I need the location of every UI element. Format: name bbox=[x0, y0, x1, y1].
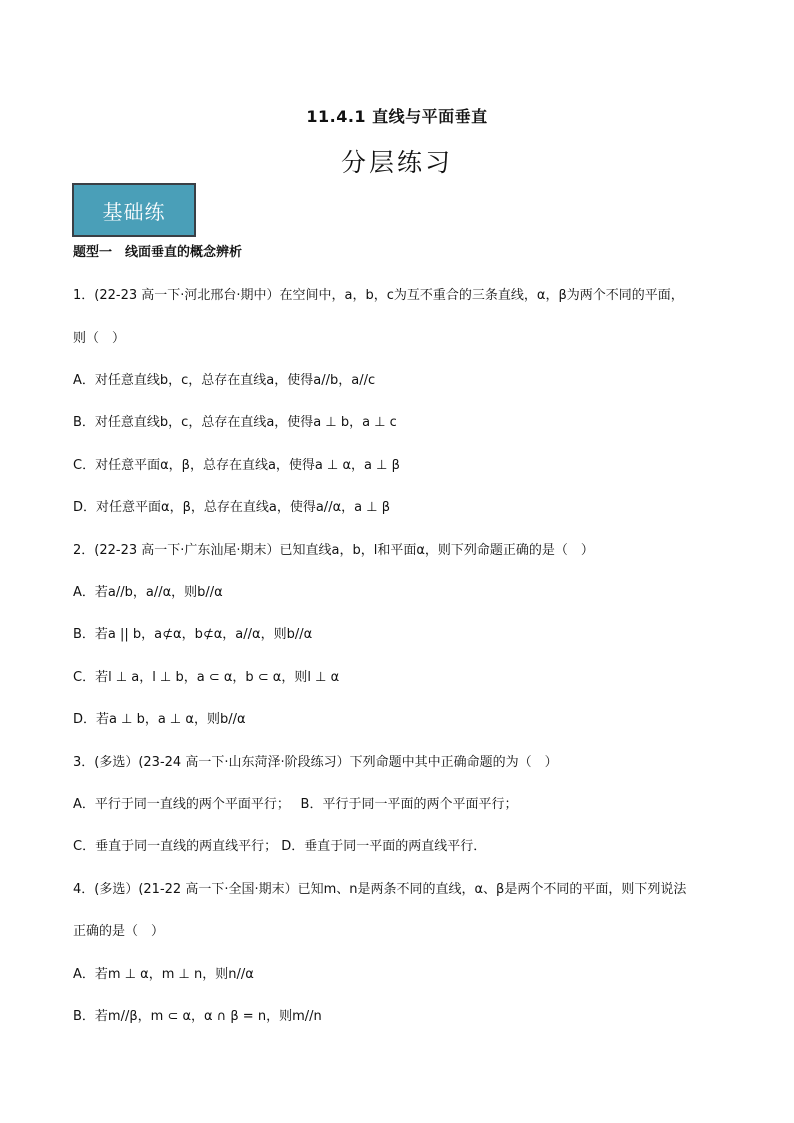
question-1-option-a: A．对任意直线b，c，总存在直线a，使得a//b，a//c bbox=[73, 373, 376, 388]
document-subtitle: 分层练习 bbox=[340, 148, 453, 177]
question-4-option-b: B．若m//β，m ⊂ α，α ∩ β = n，则m//n bbox=[73, 1009, 322, 1024]
question-1-stem-continued: 则（ ） bbox=[73, 331, 126, 346]
question-1-option-d: D．对任意平面α，β，总存在直线a，使得a//α，a ⊥ β bbox=[73, 500, 390, 515]
question-4-stem-continued: 正确的是（ ） bbox=[73, 924, 165, 939]
question-3-options-cd: C．垂直于同一直线的两直线平行； D．垂直于同一平面的两直线平行． bbox=[73, 839, 487, 854]
question-2-option-c: C．若l ⊥ a，l ⊥ b，a ⊂ α，b ⊂ α，则l ⊥ α bbox=[73, 670, 340, 685]
section-heading: 题型一 线面垂直的概念辨析 bbox=[73, 245, 243, 260]
question-1-option-c: C．对任意平面α，β，总存在直线a，使得a ⊥ α，a ⊥ β bbox=[73, 458, 400, 473]
section-banner: 基础练 bbox=[72, 183, 196, 237]
question-2-option-a: A．若a//b，a//α，则b//α bbox=[73, 585, 223, 600]
question-2-option-d: D．若a ⊥ b，a ⊥ α，则b//α bbox=[73, 712, 246, 727]
question-1-option-b: B．对任意直线b，c，总存在直线a，使得a ⊥ b，a ⊥ c bbox=[73, 415, 397, 430]
question-4-option-a: A．若m ⊥ α，m ⊥ n，则n//α bbox=[73, 967, 254, 982]
document-title: 11.4.1 直线与平面垂直 bbox=[306, 107, 488, 126]
question-4-stem: 4．(多选）(21-22 高一下·全国·期末）已知m、n是两条不同的直线，α、β是两个不同的平面，则下列说法 bbox=[73, 882, 687, 897]
question-3-options-ab: A．平行于同一直线的两个平面平行； B．平行于同一平面的两个平面平行； bbox=[73, 797, 518, 812]
question-1-stem: 1．(22-23 高一下·河北邢台·期中）在空间中，a，b，c为互不重合的三条直线，α，β为两个不同的平面， bbox=[73, 288, 684, 303]
question-3-stem: 3．(多选）(23-24 高一下·山东菏泽·阶段练习）下列命题中其中正确命题的为（ ） bbox=[73, 755, 558, 770]
question-2-option-b: B．若a || b，a⊄α，b⊄α，a//α，则b//α bbox=[73, 627, 313, 642]
question-2-stem: 2．(22-23 高一下·广东汕尾·期末）已知直线a，b，l和平面α，则下列命题正确的是（ ） bbox=[73, 543, 594, 558]
